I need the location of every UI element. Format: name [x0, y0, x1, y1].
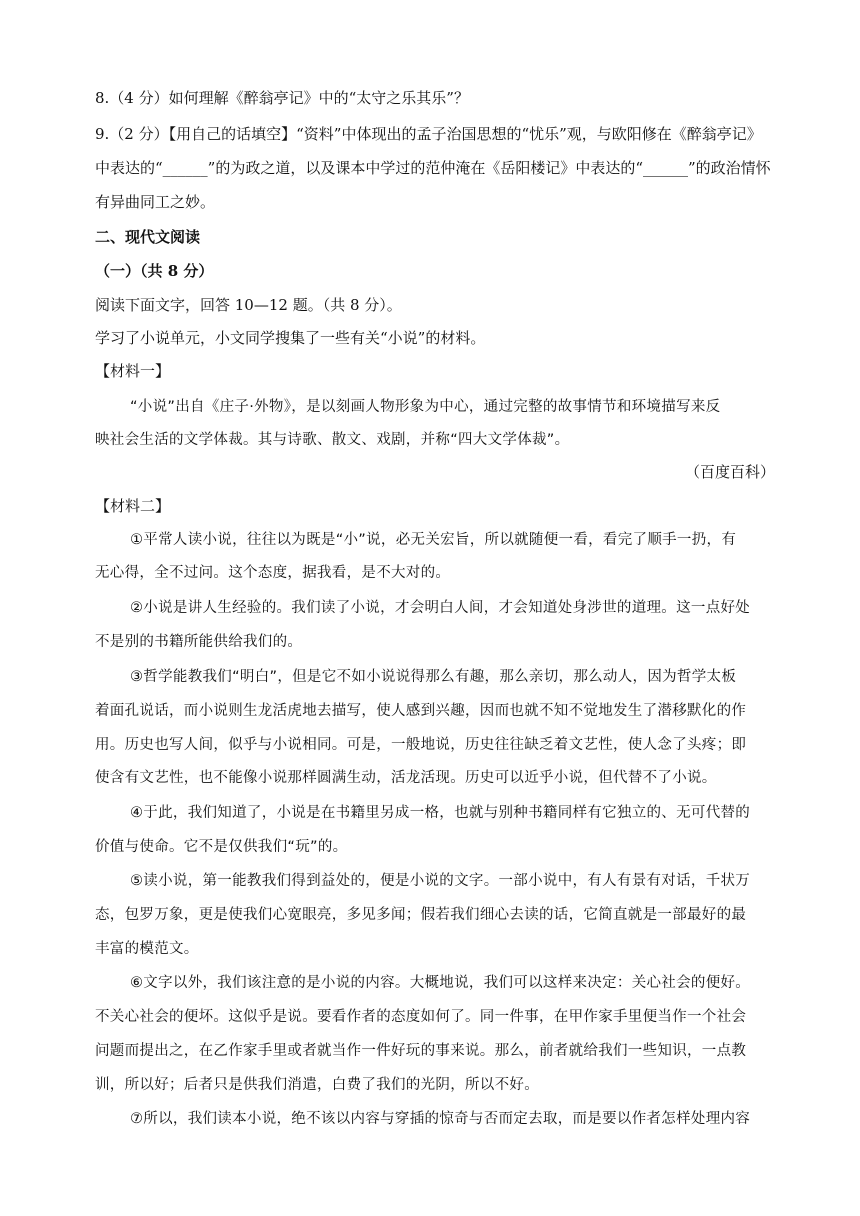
question-9-line-2: 中表达的“______”的为政之道，以及课本中学过的范仲淹在《岳阳楼记》中表达的“______”的政治情怀 — [95, 159, 771, 177]
material-2-label: 【材料二】 — [95, 497, 171, 515]
paragraph-7-line-1: ⑦所以，我们读本小说，绝不该以内容与穿插的惊奇与否而定去取，而是要以作者怎样处理内容 — [130, 1111, 751, 1127]
question-9-line-1: 9.（2 分）【用自己的话填空】“资料”中体现出的孟子治国思想的“忧乐”观，与欧阳修在《醉翁亭记》 — [95, 125, 762, 143]
paragraph-6-line-3: 问题而提出之，在乙作家手里或者就当作一件好玩的事来说。那么，前者就给我们一些知识，一点教 — [95, 1043, 747, 1059]
paragraph-5-line-2: 态，包罗万象，更是使我们心宽眼亮，多见多闻；假若我们细心去读的话，它简直就是一部最好的最 — [95, 907, 747, 923]
paragraph-3-line-3: 用。历史也写人间，似乎与小说相同。可是，一般地说，历史往往缺乏着文艺性，使人念了头疼；即 — [95, 737, 747, 753]
section-heading: 二、现代文阅读 — [95, 228, 201, 246]
paragraph-6-line-4: 训，所以好；后者只是供我们消遣，白费了我们的光阴，所以不好。 — [95, 1077, 539, 1093]
paragraph-5-line-1: ⑤读小说，第一能教我们得到益处的，便是小说的文字。一部小说中，有人有景有对话，千状万 — [130, 873, 751, 889]
paragraph-3-line-1: ③哲学能教我们“明白”，但是它不如小说说得那么有趣，那么亲切，那么动人，因为哲学太板 — [130, 669, 737, 685]
subsection-heading: （一）（共 8 分） — [95, 262, 214, 280]
paragraph-3-line-2: 着面孔说话，而小说则生龙活虎地去描写，使人感到兴趣，因而也就不知不觉地发生了潜移默化的作 — [95, 703, 747, 719]
material-1-source: （百度百科） — [684, 463, 775, 481]
question-9-line-3: 有异曲同工之妙。 — [95, 193, 216, 211]
material-1-label: 【材料一】 — [95, 362, 171, 380]
question-8: 8.（4 分）如何理解《醉翁亭记》中的“太守之乐其乐”？ — [95, 89, 469, 107]
reading-intro: 学习了小说单元，小文同学搜集了一些有关“小说”的材料。 — [95, 329, 486, 347]
paragraph-4-line-2: 价值与使命。它不是仅供我们“玩”的。 — [95, 839, 348, 855]
material-1-line-1: “小说”出自《庄子·外物》，是以刻画人物形象为中心，通过完整的故事情节和环境描写来反 — [130, 399, 721, 415]
paragraph-6-line-1: ⑥文字以外，我们该注意的是小说的内容。大概地说，我们可以这样来决定：关心社会的便好。 — [130, 975, 751, 991]
paragraph-5-line-3: 丰富的模范文。 — [95, 941, 199, 957]
paragraph-2-line-2: 不是别的书籍所能供给我们的。 — [95, 634, 303, 650]
reading-instruction: 阅读下面文字，回答 10—12 题。（共 8 分）。 — [95, 296, 402, 314]
paragraph-2-line-1: ②小说是讲人生经验的。我们读了小说，才会明白人间，才会知道处身涉世的道理。这一点好处 — [130, 600, 751, 616]
paragraph-4-line-1: ④于此，我们知道了，小说是在书籍里另成一格，也就与别种书籍同样有它独立的、无可代替的 — [130, 805, 751, 821]
paragraph-6-line-2: 不关心社会的便坏。这似乎是说。要看作者的态度如何了。同一件事，在甲作家手里便当作一个社会 — [95, 1009, 747, 1025]
paragraph-1-line-2: 无心得，全不过问。这个态度，据我看，是不大对的。 — [95, 565, 451, 581]
paragraph-1-line-1: ①平常人读小说，往往以为既是“小”说，必无关宏旨，所以就随便一看，看完了顺手一扔，有 — [130, 532, 737, 548]
paragraph-3-line-4: 使含有文艺性，也不能像小说那样圆满生动，活龙活现。历史可以近乎小说，但代替不了小说。 — [95, 770, 717, 786]
material-1-line-2: 映社会生活的文学体裁。其与诗歌、散文、戏剧，并称“四大文学体裁”。 — [95, 432, 570, 448]
